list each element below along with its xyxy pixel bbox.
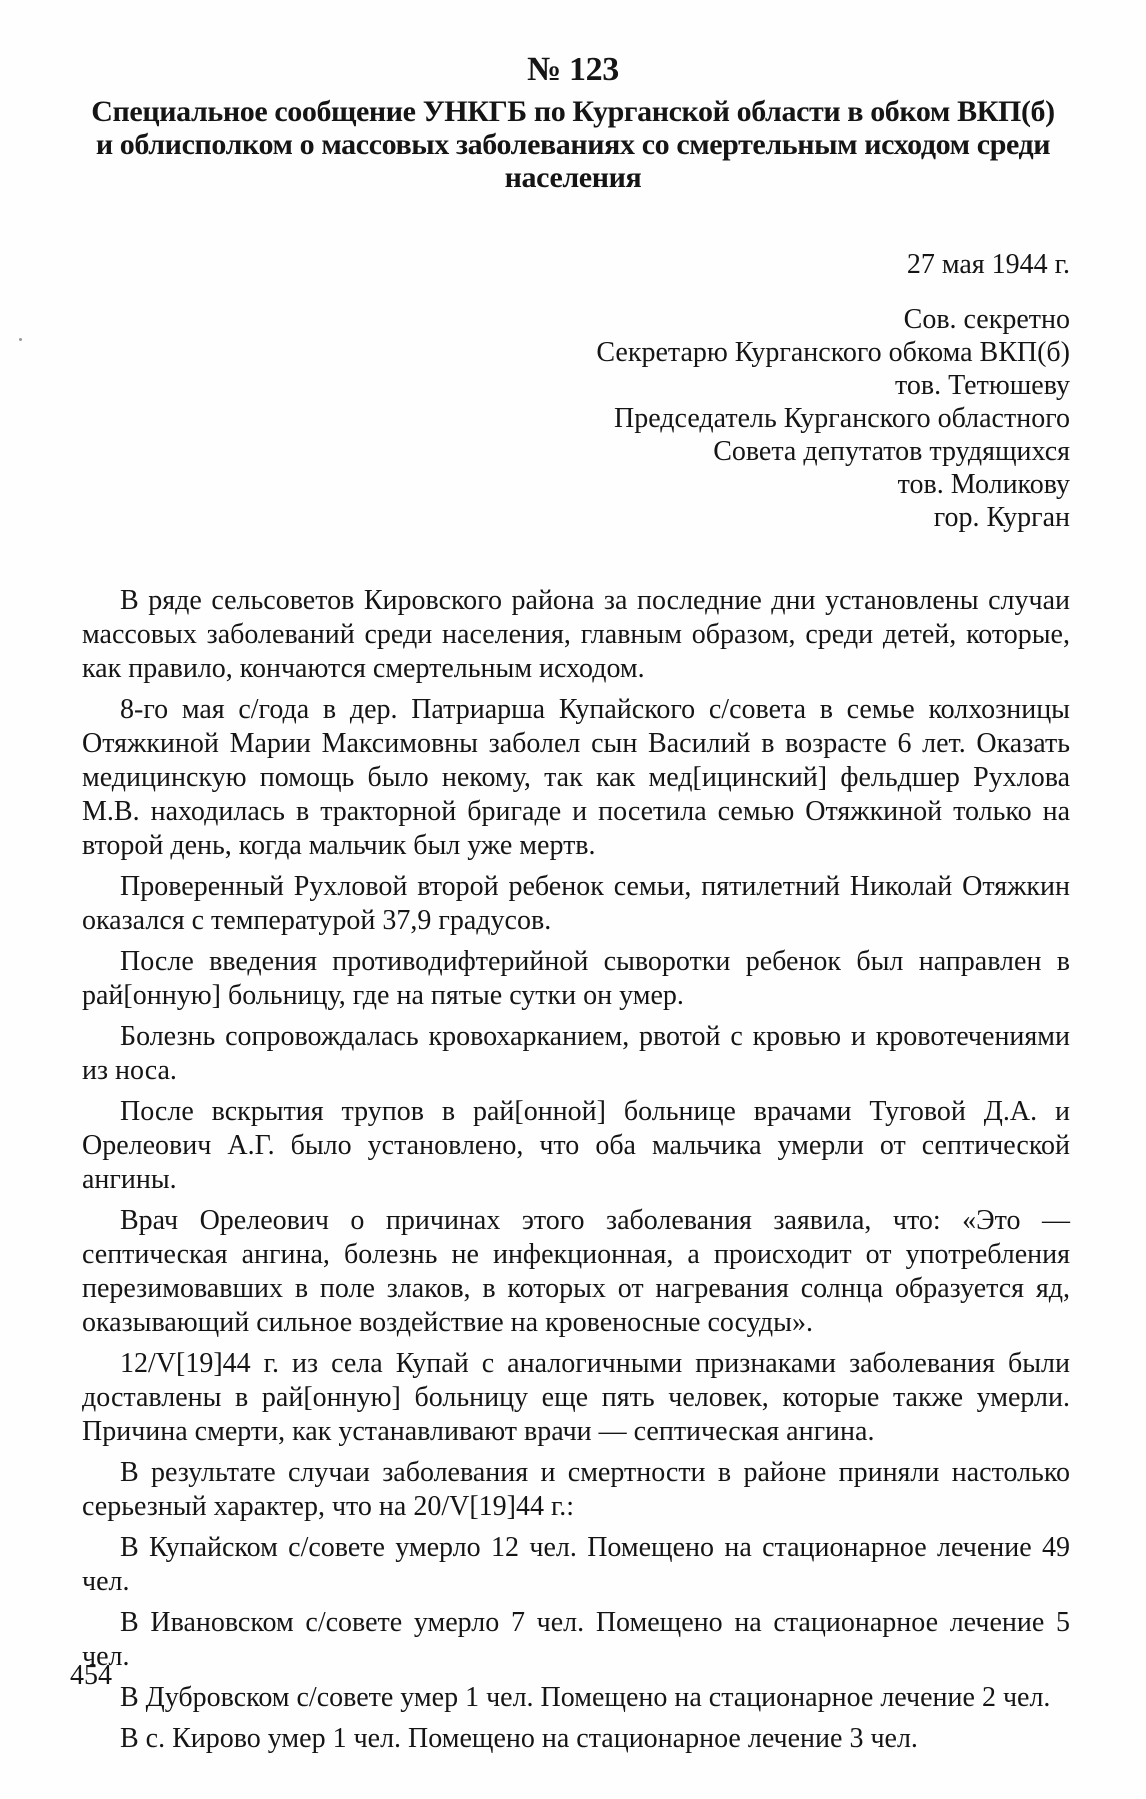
body-paragraph: В Ивановском с/совете умерло 7 чел. Помещено на стационарное лечение 5 чел. [82, 1607, 1070, 1672]
body-paragraph: В Дубровском с/совете умер 1 чел. Помещено на стационарное лечение 2 чел. [120, 1682, 1051, 1713]
document-title: Специальное сообщение УНКГБ по Курганской области в обком ВКП(б) и облисполком о массовых заболеваниях со смертельным исходом среди населения [91, 95, 1055, 194]
body-paragraph: После введения противодифтерийной сыворотки ребенок был направлен в рай[онную] больницу, где на пятые сутки он умер. [82, 946, 1070, 1011]
page-number: 454 [70, 1660, 112, 1691]
document-number: № 123 [527, 51, 619, 88]
addressee-line: тов. Моликову [897, 469, 1070, 500]
addressee-line: тов. Тетюшеву [895, 370, 1070, 401]
scan-speck [19, 338, 22, 341]
body-paragraph: В результате случаи заболевания и смертности в районе приняли настолько серьезный характер, что на 20/V[19]44 г.: [82, 1457, 1070, 1522]
document-body [82, 584, 1070, 1763]
body-paragraph: Болезнь сопровождалась кровохарканием, рвотой с кровью и кровотечениями из носа. [82, 1021, 1070, 1086]
addressee-line: Совета депутатов трудящихся [713, 436, 1070, 467]
addressee-line: гор. Курган [933, 502, 1070, 533]
body-paragraph: Врач Орелеович о причинах этого заболевания заявила, что: «Это — септическая ангина, болезнь не инфекционная, а происходит от употребления перезимовавших в поле злаков, в которых от нагревания солнца образуется яд, оказывающий сильное воздействие на кровеносные сосуды». [82, 1205, 1070, 1338]
document-date: 27 мая 1944 г. [906, 249, 1070, 280]
body-paragraph: После вскрытия трупов в рай[онной] больнице врачами Туговой Д.А. и Орелеович А.Г. было установлено, что оба мальчика умерли от септической ангины. [82, 1096, 1070, 1195]
addressee-line: Председатель Курганского областного [614, 403, 1070, 434]
body-paragraph: 12/V[19]44 г. из села Купай с аналогичными признаками заболевания были доставлены в рай[онную] больницу еще пять человек, которые также умерли. Причина смерти, как устанавливают врачи — септическая ангина. [82, 1348, 1070, 1447]
body-paragraph: Проверенный Рухловой второй ребенок семьи, пятилетний Николай Отяжкин оказался с температурой 37,9 градусов. [82, 871, 1070, 936]
document-meta [596, 248, 1070, 534]
body-paragraph: В Купайском с/совете умерло 12 чел. Помещено на стационарное лечение 49 чел. [82, 1532, 1070, 1597]
body-paragraph: 8-го мая с/года в дер. Патриарша Купайского с/совета в семье колхозницы Отяжкиной Марии Максимовны заболел сын Василий в возрасте 6 лет. Оказать медицинскую помощь было некому, так как мед[ицинский] фельдшер Рухлова М.В. находилась в тракторной бригаде и посетила семью Отяжкиной только на второй день, когда мальчик был уже мертв. [82, 694, 1070, 861]
document-heading [80, 52, 1066, 194]
addressee-line: Секретарю Курганского обкома ВКП(б) [596, 337, 1070, 368]
classification-line: Сов. секретно [903, 304, 1070, 335]
body-paragraph: В ряде сельсоветов Кировского района за последние дни установлены случаи массовых заболеваний среди населения, главным образом, среди детей, которые, как правило, кончаются смертельным исходом. [82, 585, 1070, 684]
body-paragraph: В с. Кирово умер 1 чел. Помещено на стационарное лечение 3 чел. [120, 1723, 918, 1754]
